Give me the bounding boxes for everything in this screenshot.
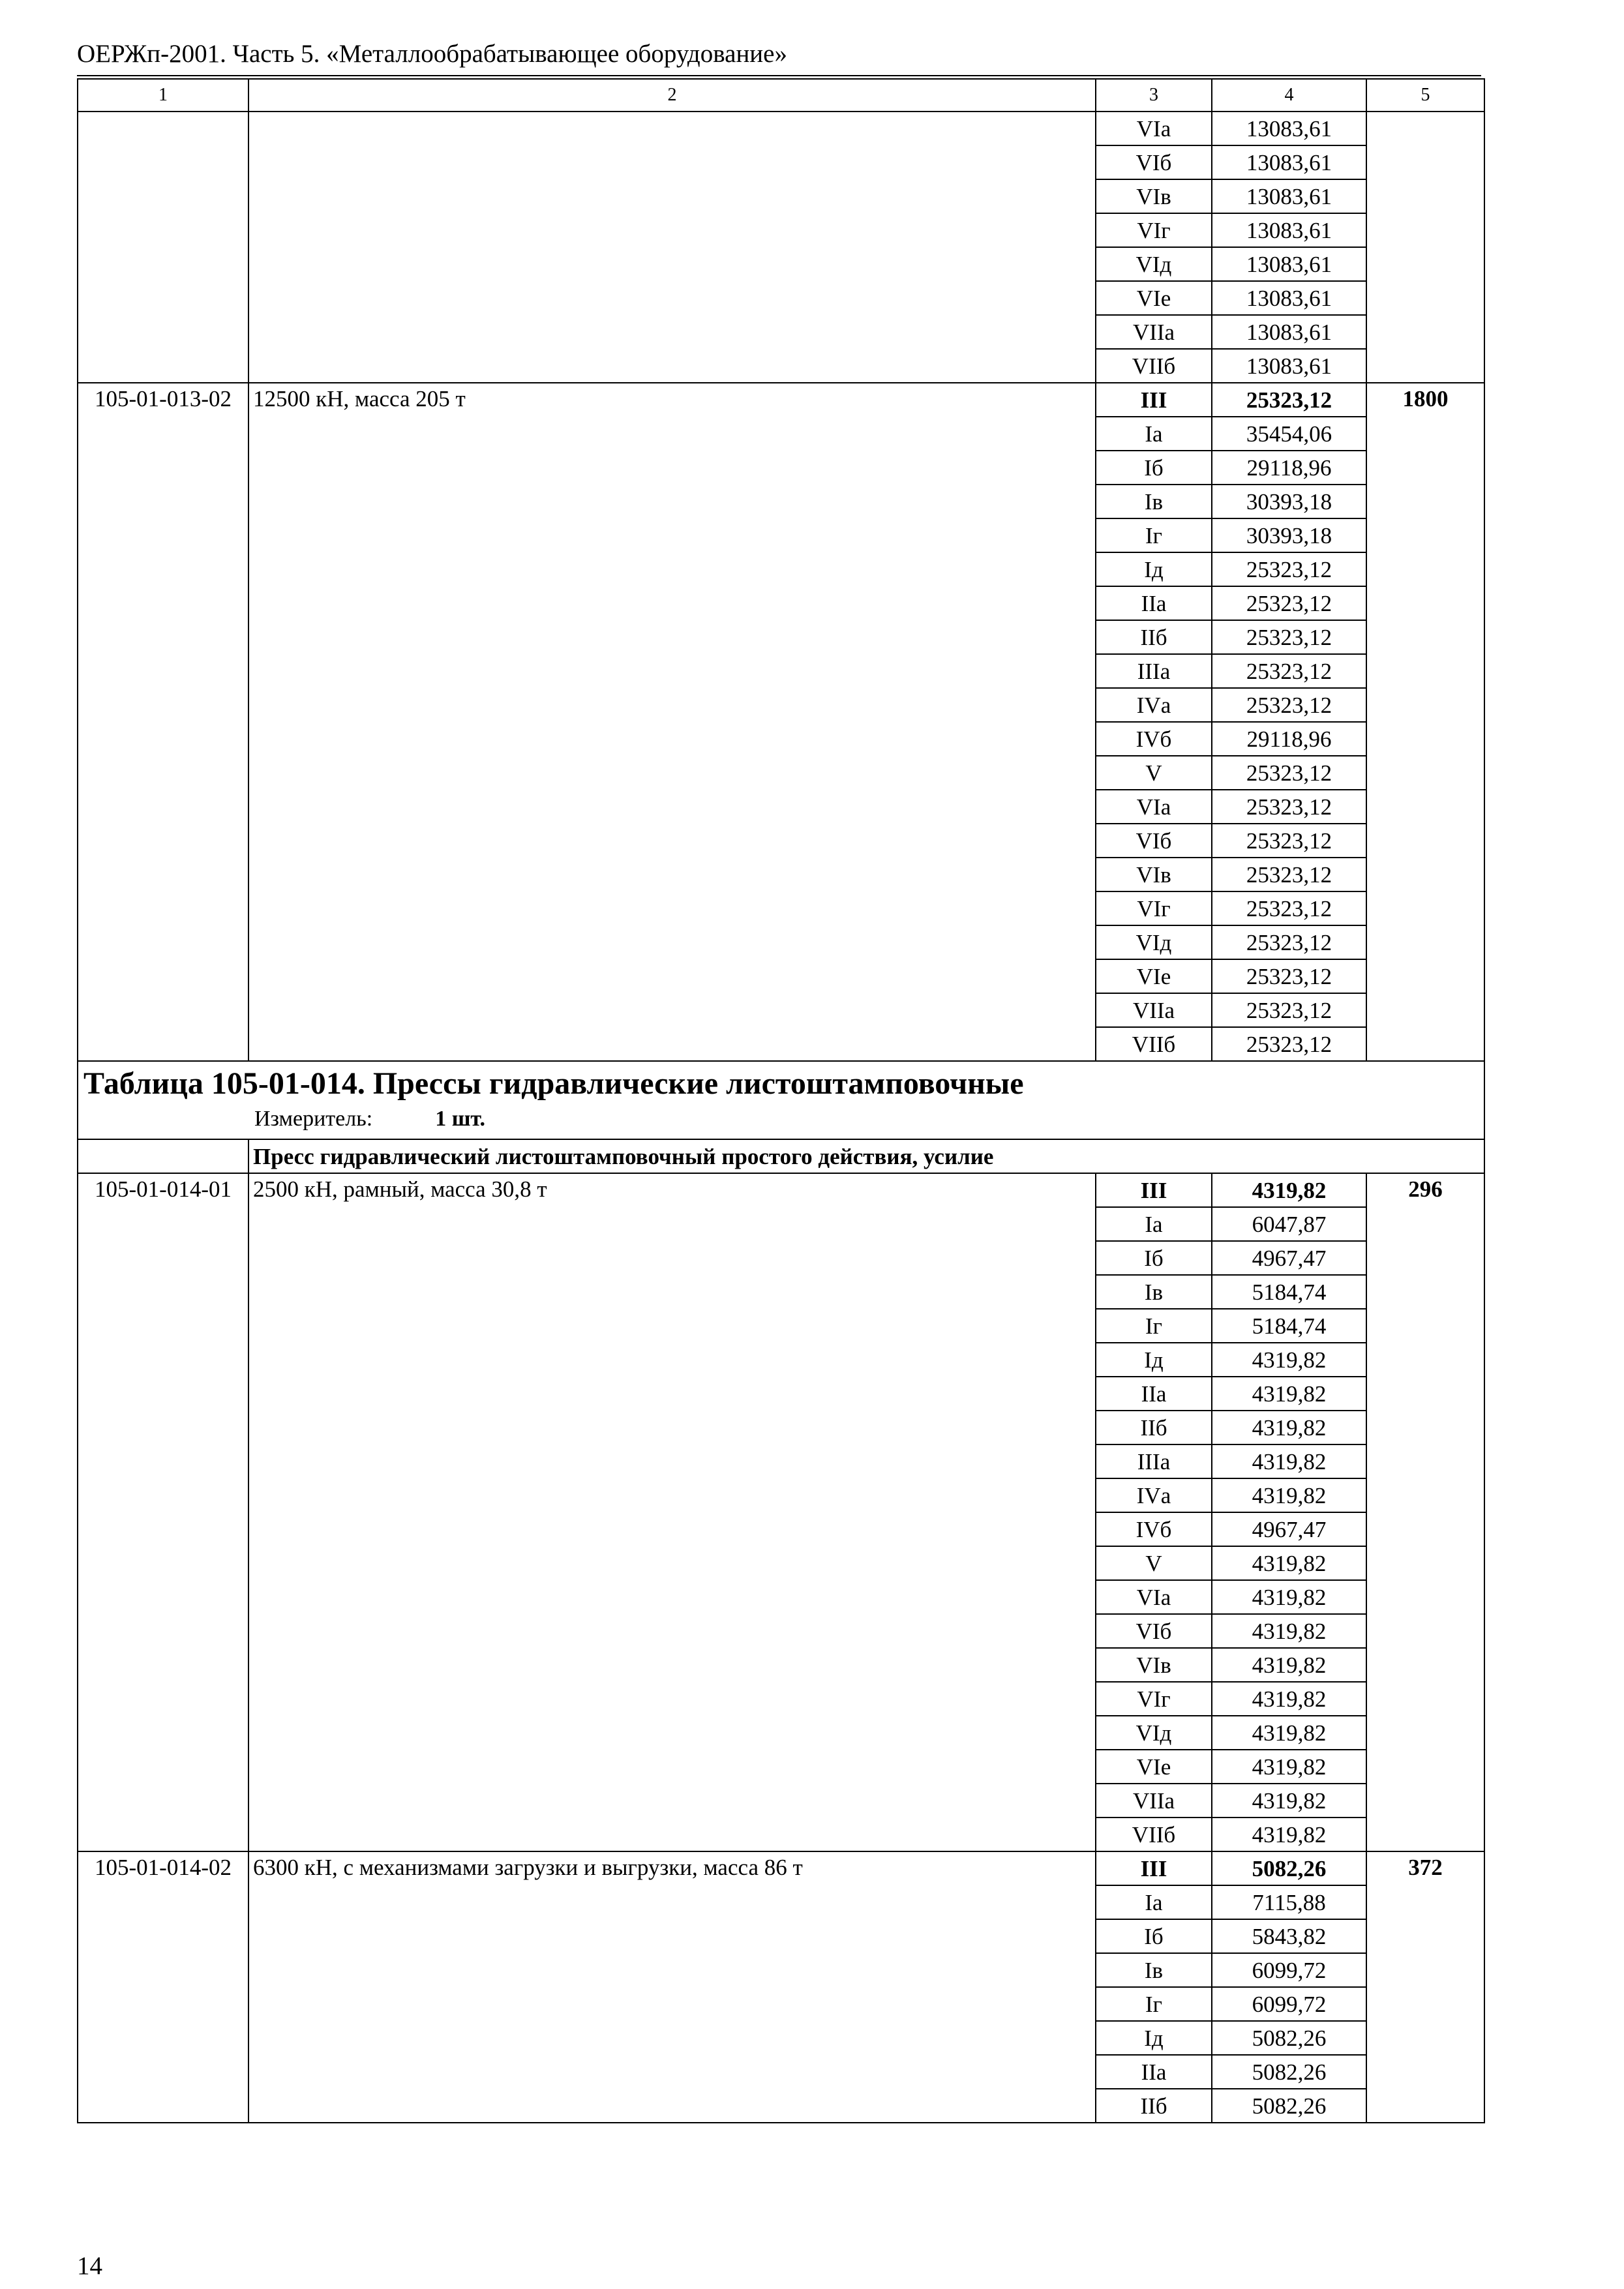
zone-cell: VIг — [1096, 213, 1212, 247]
zone-cell: VIд — [1096, 247, 1212, 281]
price-cell: 25323,12 — [1212, 891, 1366, 925]
zone-cell: VIе — [1096, 1750, 1212, 1784]
zone-cell: VIе — [1096, 281, 1212, 315]
price-cell: 4319,82 — [1212, 1411, 1366, 1444]
zone-cell: IVб — [1096, 1512, 1212, 1546]
price-cell: 25323,12 — [1212, 756, 1366, 790]
price-cell: 13083,61 — [1212, 179, 1366, 213]
zone-cell: Iд — [1096, 2021, 1212, 2055]
price-cell: 13083,61 — [1212, 315, 1366, 349]
item-name-cell: 12500 кН, масса 205 т — [248, 383, 1096, 1061]
unit-label: Измеритель: — [254, 1106, 373, 1131]
price-cell: 29118,96 — [1212, 451, 1366, 485]
price-cell: 13083,61 — [1212, 213, 1366, 247]
section-unit — [83, 1108, 1479, 1130]
zone-cell: VIа — [1096, 112, 1212, 145]
price-cell: 7115,88 — [1212, 1885, 1366, 1919]
price-cell: 4967,47 — [1212, 1512, 1366, 1546]
price-cell: 25323,12 — [1212, 383, 1366, 417]
price-cell: 4319,82 — [1212, 1478, 1366, 1512]
zone-cell: Iб — [1096, 1241, 1212, 1275]
price-cell: 25323,12 — [1212, 654, 1366, 688]
zone-cell: VIа — [1096, 790, 1212, 824]
zone-cell: VIг — [1096, 891, 1212, 925]
page-number: 14 — [77, 2252, 102, 2280]
item-code-cell: 105-01-014-01 — [78, 1173, 248, 1851]
column-number-cell: 4 — [1212, 79, 1366, 112]
price-cell: 4967,47 — [1212, 1241, 1366, 1275]
zone-cell: VIд — [1096, 1716, 1212, 1750]
price-cell: 5082,26 — [1212, 1851, 1366, 1885]
section-cell — [78, 1061, 1484, 1139]
item-code-cell: 105-01-013-02 — [78, 383, 248, 1061]
value5-cell: 296 — [1366, 1173, 1484, 1851]
zone-cell: IIа — [1096, 1377, 1212, 1411]
price-cell: 4319,82 — [1212, 1648, 1366, 1682]
price-cell: 6099,72 — [1212, 1987, 1366, 2021]
zone-cell: IIа — [1096, 2055, 1212, 2089]
value5-cell: 1800 — [1366, 383, 1484, 1061]
header-rule — [77, 75, 1481, 76]
price-cell: 35454,06 — [1212, 417, 1366, 451]
price-cell: 25323,12 — [1212, 959, 1366, 993]
zone-cell: VIв — [1096, 858, 1212, 891]
item-code-cell: 105-01-014-02 — [78, 1851, 248, 2123]
item-code-cell — [78, 112, 248, 383]
column-number-cell: 5 — [1366, 79, 1484, 112]
price-cell: 25323,12 — [1212, 1027, 1366, 1061]
zone-cell: VIб — [1096, 145, 1212, 179]
zone-cell: VIг — [1096, 1682, 1212, 1716]
zone-cell: Iб — [1096, 451, 1212, 485]
zone-cell: IIб — [1096, 2089, 1212, 2123]
price-cell: 5843,82 — [1212, 1919, 1366, 1953]
value5-cell: 372 — [1366, 1851, 1484, 2123]
subheading-empty-cell — [78, 1139, 248, 1173]
zone-cell: VIIа — [1096, 1784, 1212, 1818]
zone-cell: Iв — [1096, 1275, 1212, 1309]
zone-cell: IVа — [1096, 1478, 1212, 1512]
zone-cell: IIIа — [1096, 1444, 1212, 1478]
zone-cell: Iв — [1096, 485, 1212, 518]
price-cell: 13083,61 — [1212, 247, 1366, 281]
price-cell: 30393,18 — [1212, 518, 1366, 552]
price-cell: 4319,82 — [1212, 1173, 1366, 1207]
price-cell: 6099,72 — [1212, 1953, 1366, 1987]
zone-cell: III — [1096, 1851, 1212, 1885]
zone-cell: Iв — [1096, 1953, 1212, 1987]
zone-cell: VIIб — [1096, 349, 1212, 383]
zone-cell: VIв — [1096, 1648, 1212, 1682]
price-cell: 4319,82 — [1212, 1818, 1366, 1851]
zone-cell: Iа — [1096, 1885, 1212, 1919]
zone-cell: Iб — [1096, 1919, 1212, 1953]
zone-cell: VIв — [1096, 179, 1212, 213]
price-cell: 4319,82 — [1212, 1580, 1366, 1614]
zone-cell: IVа — [1096, 688, 1212, 722]
price-cell: 4319,82 — [1212, 1716, 1366, 1750]
price-cell: 25323,12 — [1212, 993, 1366, 1027]
value5-cell — [1366, 112, 1484, 383]
price-cell: 5184,74 — [1212, 1275, 1366, 1309]
price-cell: 25323,12 — [1212, 688, 1366, 722]
price-cell: 30393,18 — [1212, 485, 1366, 518]
zone-cell: Iг — [1096, 518, 1212, 552]
item-name-cell: 2500 кН, рамный, масса 30,8 т — [248, 1173, 1096, 1851]
price-cell: 25323,12 — [1212, 824, 1366, 858]
zone-cell: IIб — [1096, 1411, 1212, 1444]
zone-cell: VIIа — [1096, 993, 1212, 1027]
price-cell: 25323,12 — [1212, 790, 1366, 824]
price-cell: 29118,96 — [1212, 722, 1366, 756]
zone-cell: Iд — [1096, 1343, 1212, 1377]
price-cell: 5082,26 — [1212, 2089, 1366, 2123]
zone-cell: III — [1096, 383, 1212, 417]
price-cell: 25323,12 — [1212, 925, 1366, 959]
subheading-cell: Пресс гидравлический листоштамповочный простого действия, усилие — [248, 1139, 1484, 1173]
table-row — [78, 112, 1484, 145]
zone-cell: V — [1096, 756, 1212, 790]
zone-cell: IIа — [1096, 586, 1212, 620]
price-cell: 25323,12 — [1212, 620, 1366, 654]
column-number-cell: 3 — [1096, 79, 1212, 112]
price-cell: 4319,82 — [1212, 1682, 1366, 1716]
price-cell: 13083,61 — [1212, 145, 1366, 179]
zone-cell: Iг — [1096, 1309, 1212, 1343]
column-number-cell: 2 — [248, 79, 1096, 112]
zone-cell: Iд — [1096, 552, 1212, 586]
zone-cell: IVб — [1096, 722, 1212, 756]
zone-cell: VIе — [1096, 959, 1212, 993]
subheading-row — [78, 1139, 1484, 1173]
zone-cell: Iа — [1096, 417, 1212, 451]
zone-cell: IIIа — [1096, 654, 1212, 688]
price-cell: 13083,61 — [1212, 112, 1366, 145]
price-cell: 13083,61 — [1212, 281, 1366, 315]
price-cell: 4319,82 — [1212, 1546, 1366, 1580]
table-row — [78, 1173, 1484, 1207]
price-cell: 5082,26 — [1212, 2055, 1366, 2089]
zone-cell: VIIб — [1096, 1818, 1212, 1851]
item-name-cell — [248, 112, 1096, 383]
zone-cell: Iа — [1096, 1207, 1212, 1241]
price-cell: 13083,61 — [1212, 349, 1366, 383]
price-cell: 25323,12 — [1212, 858, 1366, 891]
zone-cell: Iг — [1096, 1987, 1212, 2021]
price-cell: 4319,82 — [1212, 1784, 1366, 1818]
zone-cell: V — [1096, 1546, 1212, 1580]
price-cell: 6047,87 — [1212, 1207, 1366, 1241]
unit-value: 1 шт. — [435, 1106, 486, 1131]
price-cell: 4319,82 — [1212, 1343, 1366, 1377]
column-number-row — [78, 79, 1484, 112]
table-row — [78, 383, 1484, 417]
price-cell: 4319,82 — [1212, 1377, 1366, 1411]
price-cell: 4319,82 — [1212, 1444, 1366, 1478]
section-row — [78, 1061, 1484, 1139]
zone-cell: VIIб — [1096, 1027, 1212, 1061]
zone-cell: VIб — [1096, 1614, 1212, 1648]
price-table — [77, 78, 1485, 2123]
column-number-cell: 1 — [78, 79, 248, 112]
price-cell: 25323,12 — [1212, 552, 1366, 586]
price-cell: 4319,82 — [1212, 1750, 1366, 1784]
zone-cell: VIб — [1096, 824, 1212, 858]
item-name-cell: 6300 кН, с механизмами загрузки и выгрузки, масса 86 т — [248, 1851, 1096, 2123]
zone-cell: IIб — [1096, 620, 1212, 654]
price-cell: 5082,26 — [1212, 2021, 1366, 2055]
price-cell: 4319,82 — [1212, 1614, 1366, 1648]
price-cell: 5184,74 — [1212, 1309, 1366, 1343]
page-header-title: ОЕРЖп-2001. Часть 5. «Металлообрабатывающее оборудование» — [77, 40, 787, 68]
zone-cell: III — [1096, 1173, 1212, 1207]
zone-cell: VIIа — [1096, 315, 1212, 349]
section-title: Таблица 105-01-014. Прессы гидравлические листоштамповочные — [83, 1066, 1024, 1101]
price-cell: 25323,12 — [1212, 586, 1366, 620]
table-row — [78, 1851, 1484, 1885]
zone-cell: VIд — [1096, 925, 1212, 959]
zone-cell: VIа — [1096, 1580, 1212, 1614]
